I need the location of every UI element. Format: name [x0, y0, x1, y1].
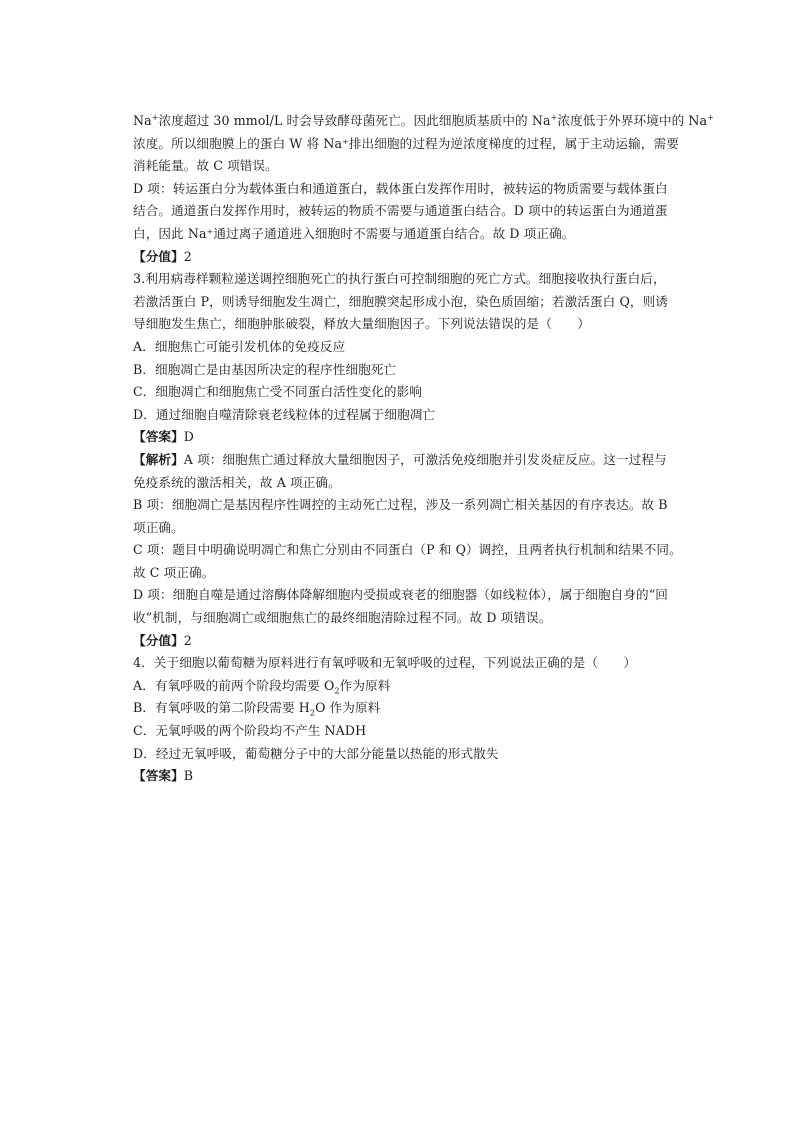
analysis-line-1: 【解析】A 项：细胞焦亡通过释放大量细胞因子，可激活免疫细胞并引发炎症反应。这一过程与 [133, 451, 667, 467]
score-line-1: 【分值】2 [133, 248, 192, 264]
analysis-line-4: 项正确。 [133, 519, 184, 535]
question-4-option-b: B．有氧呼吸的第二阶段需要 $H_2O$ 作为原料 [133, 700, 381, 718]
score-line-3: 【分值】2 [133, 632, 192, 648]
question-4-stem: 4．关于细胞以葡萄糖为原料进行有氧呼吸和无氧呼吸的过程，下列说法正确的是（ ） [133, 655, 637, 671]
analysis-line-3: B 项：细胞凋亡是基因程序性调控的主动死亡过程，涉及一系列凋亡相关基因的有序表达。故 B [133, 497, 668, 513]
analysis-line-6: 故 C 项正确。 [133, 564, 215, 580]
text-line-2: 浓度。所以细胞膜上的蛋白 W 将 Na⁺排出细胞的过程为逆浓度梯度的过程，属于主动运输，需要 [133, 135, 679, 151]
answer-line-4: 【答案】B [133, 768, 194, 784]
analysis-line-2: 免疫系统的激活相关，故 A 项正确。 [133, 474, 341, 490]
text-line-1: Na+浓度超过 30 mmol/L 时会导致酵母菌死亡。因此细胞质基质中的 Na+浓度低于外界环境中的 Na+ [133, 112, 714, 128]
question-3-option-b: B．细胞凋亡是由基因所决定的程序性细胞死亡 [133, 361, 397, 377]
document-page [133, 112, 714, 790]
question-4-option-d: D．经过无氧呼吸，葡萄糖分子中的大部分能量以热能的形式散失 [133, 745, 499, 761]
question-3-option-d: D．通过细胞自噬清除衰老线粒体的过程属于细胞凋亡 [133, 406, 436, 422]
question-3-stem-2: 若激活蛋白 P，则诱导细胞发生凋亡，细胞膜突起形成小泡，染色质固缩；若激活蛋白 Q，则诱 [133, 293, 668, 309]
text-line-4: D 项：转运蛋白分为载体蛋白和通道蛋白，载体蛋白发挥作用时，被转运的物质需要与载体蛋白 [133, 180, 668, 196]
text-line-3: 消耗能量。故 C 项错误。 [133, 158, 278, 174]
analysis-line-8: 收”机制，与细胞凋亡或细胞焦亡的最终细胞清除过程不同。故 D 项错误。 [133, 610, 552, 626]
question-3-stem-3: 导细胞发生焦亡，细胞肿胀破裂，释放大量细胞因子。下列说法错误的是（ ） [133, 316, 590, 332]
text-line-6: 白，因此 Na⁺通过离子通道进入细胞时不需要与通道蛋白结合。故 D 项正确。 [133, 225, 575, 241]
question-4-option-a: A．有氧呼吸的前两个阶段均需要 $O_2$作为原料 [133, 677, 391, 696]
question-3-stem-1: 3.利用病毒样颗粒递送调控细胞死亡的执行蛋白可控制细胞的死亡方式。细胞接收执行蛋白后， [133, 271, 666, 287]
answer-line-3: 【答案】D [133, 429, 194, 445]
question-4-option-c: C．无氧呼吸的两个阶段均不产生 NADH [133, 723, 367, 739]
analysis-line-7: D 项：细胞自噬是通过溶酶体降解细胞内受损或衰老的细胞器（如线粒体），属于细胞自身的“回 [133, 587, 668, 603]
analysis-line-5: C 项：题目中明确说明凋亡和焦亡分别由不同蛋白（P 和 Q）调控，且两者执行机制和结果不同。 [133, 542, 682, 558]
question-3-option-a: A．细胞焦亡可能引发机体的免疫反应 [133, 338, 346, 354]
text-line-5: 结合。通道蛋白发挥作用时，被转运的物质不需要与通道蛋白结合。D 项中的转运蛋白为通道蛋 [133, 203, 668, 219]
question-3-option-c: C．细胞凋亡和细胞焦亡受不同蛋白活性变化的影响 [133, 384, 422, 400]
